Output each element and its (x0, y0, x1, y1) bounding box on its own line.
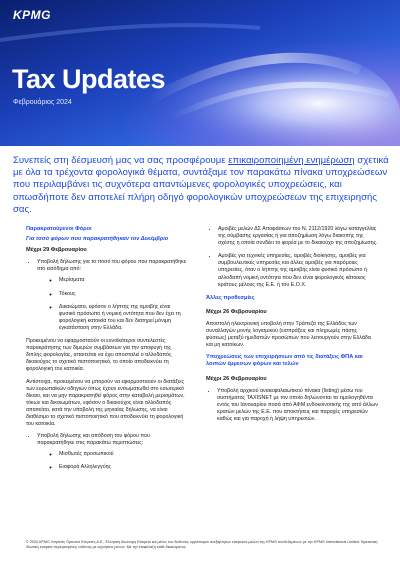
copyright-footer: © 2024 KPMG Λογιστές Ορκωτοί Ελεγκτές Α.Ε., Ελληνική Ανώνυμη Εταιρεία και μέλος του διεθνούς οργανισμού ανεξάρτητων εταιρειών-μελών της KPMG συνδεδεμένων με την KPMG International Limited. Βρετανική ιδιωτική εταιρεία περιορισμένης ευθύνης με εγγυήσεις μελών. Με την επιφύλαξη κάθε δικαιώματος. (26, 540, 378, 549)
list-item-text: Υποβολή δήλωσης για το ποσό του φόρου που παρακρατήθηκε στο εισόδημα από: (37, 259, 187, 273)
fees-list (206, 226, 378, 289)
body-paragraph: Αντίστοιχα, προκειμένου να μπορούν να εφαρμοσταούν οι διατάξεις των ευρωπαϊκών οδηγιών όπως έχουν ενσωματωθεί στο εσωτερικό δίκαιο, και να μην παρακρατηθεί φόρος στην καταβολή μερισμάτων, τόκων και δικαιωμάτων, εφόσον ο δικαιούχος είναι αλλοδαπός απαιτείται, κατά την υποβολή της μηνιαίας δήλωσης, να είναι διαθέσιμο το σχετικό πιστοποιητικό που αποδεικνύει τη φορολογική του κατοικία. (26, 378, 185, 428)
intro-text-end: σχετικά με όλα τα τρέχοντα φορολογικά θέματα, συντάξαμε τον παρακάτω πίνακα υποχρεώσεων που περιλαμβάνει τις συχνότερα απαντώμενες φορολογικές υποχρεώσεις, και οπωσδήποτε δεν αποτελεί πλήρη οδηγό φορολογικών υποχρεώσεων της επιχειρησής σας. (13, 155, 389, 215)
income-types-list (37, 277, 188, 332)
body-paragraph: Προκειμένου να εφαρμοσταούν οι ευνοϊκότεροι συντελεστές παρακράτησης των διμερών συμβάσεων για την αποφυγή της διπλής φορολογίας, απαιτείται να έχει αποσταλεί ο αλλοδαπός δικαιούχος το σχετικό πιστοποιητικό, το οποίο αποδεικνύει τη φορολογική του κατοικία. (26, 338, 172, 373)
intro-text-start: Συνεπείς στη δέσμευσή μας να σας προσφέρουμε (13, 155, 229, 166)
hero-banner (0, 0, 400, 146)
list-item: • Αμοιβές για τεχνικές υπηρεσίες, αμοιβές διοίκησης, αμοιβές για συμβουλευτικές υπηρεσίες και άλλες αμοιβές για παρόμοιες υπηρεσίες, όταν ο λήπτης της αμοιβής είναι φυσικό πρόσωπο ή αλλοδαπή νομική οντότητα που δεν είναι φορολογικός κάτοικος κράτους μέλους της Ε.Ε. ή του Ε.Ο.Χ. (218, 253, 378, 288)
withholding-subheading: Για τσσό φόρων που παρακρατήθηκαν τον Δεκέμβριο (26, 236, 169, 243)
list-item (37, 433, 188, 471)
deadline-heading: Μέχρι 26 Φεβρουαρίου (206, 308, 267, 315)
list-item: ◦ Μισθωτές προσωπικού (59, 451, 188, 458)
intro-paragraph (13, 155, 391, 216)
vat-list (206, 388, 378, 423)
payment-list (26, 433, 188, 471)
left-column (26, 226, 188, 478)
body-paragraph: Αποστολή ηλεκτρονική υποβολή στην Τράπεζα της Ελλάδος των συναλλαγών μονής λογισμικού (εισπράξεις και πληρωμές πάσης φύσεως) μεταξύ ημεδαπών προσώπων που λειτουργούν στην Ελλάδα και μη κατοίκων. (206, 320, 371, 349)
deadline-heading: Μέχρι 26 Φεβρουαρίου (206, 375, 267, 382)
withholding-taxes-heading: Παρακρατούμενοι Φόροι (26, 226, 92, 232)
page-title: Tax Updates (12, 64, 166, 94)
list-item (37, 259, 188, 332)
withholding-list (26, 259, 188, 332)
list-item: ◦ Εισφορά Αλληλεγγύης (59, 464, 188, 471)
list-item-text: Υποβολή δήλωσης και απόδοση του φόρου που παρακρατήθηκε στις παρακάτω περιπτώσεις: (37, 433, 150, 447)
kpmg-logo: KPMG (13, 8, 51, 22)
right-column (206, 226, 378, 427)
payment-cases-list (37, 451, 188, 471)
other-deadlines-heading: Άλλες προθεσμίες (206, 294, 255, 301)
deadline-heading: Μέχρι 29 Φεβρουαρίου (26, 247, 87, 254)
update-link[interactable]: επικαιροποιημένη ενημέρωση (228, 155, 355, 166)
publication-date: Φεβρουάριος 2024 (13, 99, 72, 106)
list-item: • Αμοιβές μελών ΔΣ Αποφάσεων του Ν. 2112/1920 λόγω καταγγελίας της σύμβασης εργασίας ή για αποζημίωση λόγω διακοπής της σχέσης η οποία συνδέει το φορέα με το δικαιούχο της αποζημίωσης. (218, 226, 378, 247)
list-item: ◦ Μερίσματα (59, 277, 188, 284)
list-item: ◦ Τόκους (59, 291, 188, 298)
list-item: • Υποβολή αρχικού ανακεφαλαιωτικού πίνακα (listing) μέσω του συστήματος TAXISNET με τον οποίο δηλώνονται τα τιμολογηθέντα εντός του Ιανουαρίου ποσά από ΑΦΜ ενδοκοινοτικής της από άλλων κρατών μελών της Ε.Ε. που αποκτήσεις και παροχές υπηρεσιών καθώς και για παροχή ή λήψη υπηρεσιών. (217, 388, 378, 423)
list-item: ◦ Δικαιώματα, εφόσον ο λήπτης της αμοιβής είναι φυσικό πρόσωπο ή νομική οντότητα που δεν έχει τη φορολογική κατοικία του και δεν διατηρεί μόνιμη εγκατάσταση στην Ελλάδα. (59, 304, 188, 332)
vat-obligations-heading: Υποχρεώσεις των επιχειρήσεων από τις διατάξεις ΦΠΑ και λοιπών έμμεσων φόρων και τελών (206, 354, 363, 368)
